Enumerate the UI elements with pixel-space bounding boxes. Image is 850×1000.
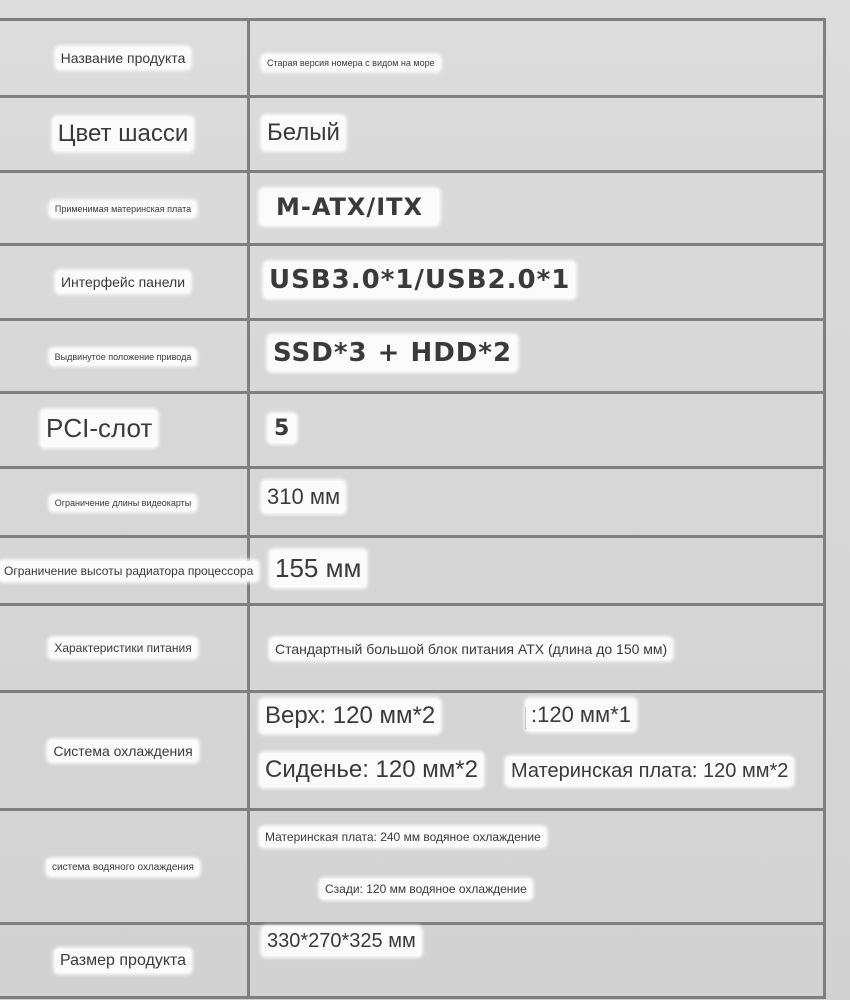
table-row (0, 692, 825, 810)
row-label: Выдвинутое положение привода (50, 349, 197, 365)
row-label: система водяного охлаждения (47, 859, 199, 876)
row-value: USB3.0*1/USB2.0*1 (264, 262, 575, 298)
table-row (0, 810, 825, 924)
row-label: Ограничение высоты радиатора процессора (0, 561, 258, 581)
table-row (0, 97, 825, 172)
row-value: SSD*3 + HDD*2 (268, 335, 517, 371)
table-row (0, 20, 825, 97)
row-value: 330*270*325 мм (262, 927, 421, 956)
row-value: 155 мм (270, 550, 366, 587)
water-cooling-board: Материнская плата: 240 мм водяное охлаждение (260, 827, 546, 847)
water-cooling-rear: Сзади: 120 мм водяное охлаждение (320, 879, 532, 899)
row-value: M-ATX/ITX (260, 189, 439, 225)
row-label: Название продукта (56, 47, 191, 69)
cooling-top: Верх: 120 мм*2 (260, 699, 440, 733)
row-value: Стандартный большой блок питания ATX (длина до 150 мм) (270, 638, 672, 660)
row-label: Интерфейс панели (56, 271, 190, 293)
table-row (0, 172, 825, 245)
row-value: Белый (262, 116, 345, 150)
row-value: Старая версия номера с видом на море (262, 55, 440, 71)
spec-table (0, 18, 826, 999)
cooling-board: Материнская плата: 120 мм*2 (506, 757, 793, 786)
table-row (0, 924, 825, 998)
row-label: Размер продукта (55, 949, 191, 973)
row-label: Ограничение длины видеокарты (50, 495, 197, 511)
table-row (0, 393, 825, 468)
table-row (0, 245, 825, 320)
row-label: PCI-слот (41, 410, 157, 447)
row-label: Система охлаждения (48, 740, 197, 762)
table-row (0, 605, 825, 692)
cooling-rear: :120 мм*1 (526, 699, 636, 731)
row-value: 310 мм (262, 481, 345, 513)
row-value: 5 (268, 414, 296, 443)
row-label: Цвет шасси (53, 117, 193, 151)
row-label: Характеристики питания (49, 638, 196, 658)
table-row (0, 320, 825, 393)
table-row (0, 468, 825, 537)
table-row (0, 537, 825, 605)
cooling-bottom: Сиденье: 120 мм*2 (260, 753, 483, 787)
row-label: Применимая материнская плата (50, 201, 196, 217)
